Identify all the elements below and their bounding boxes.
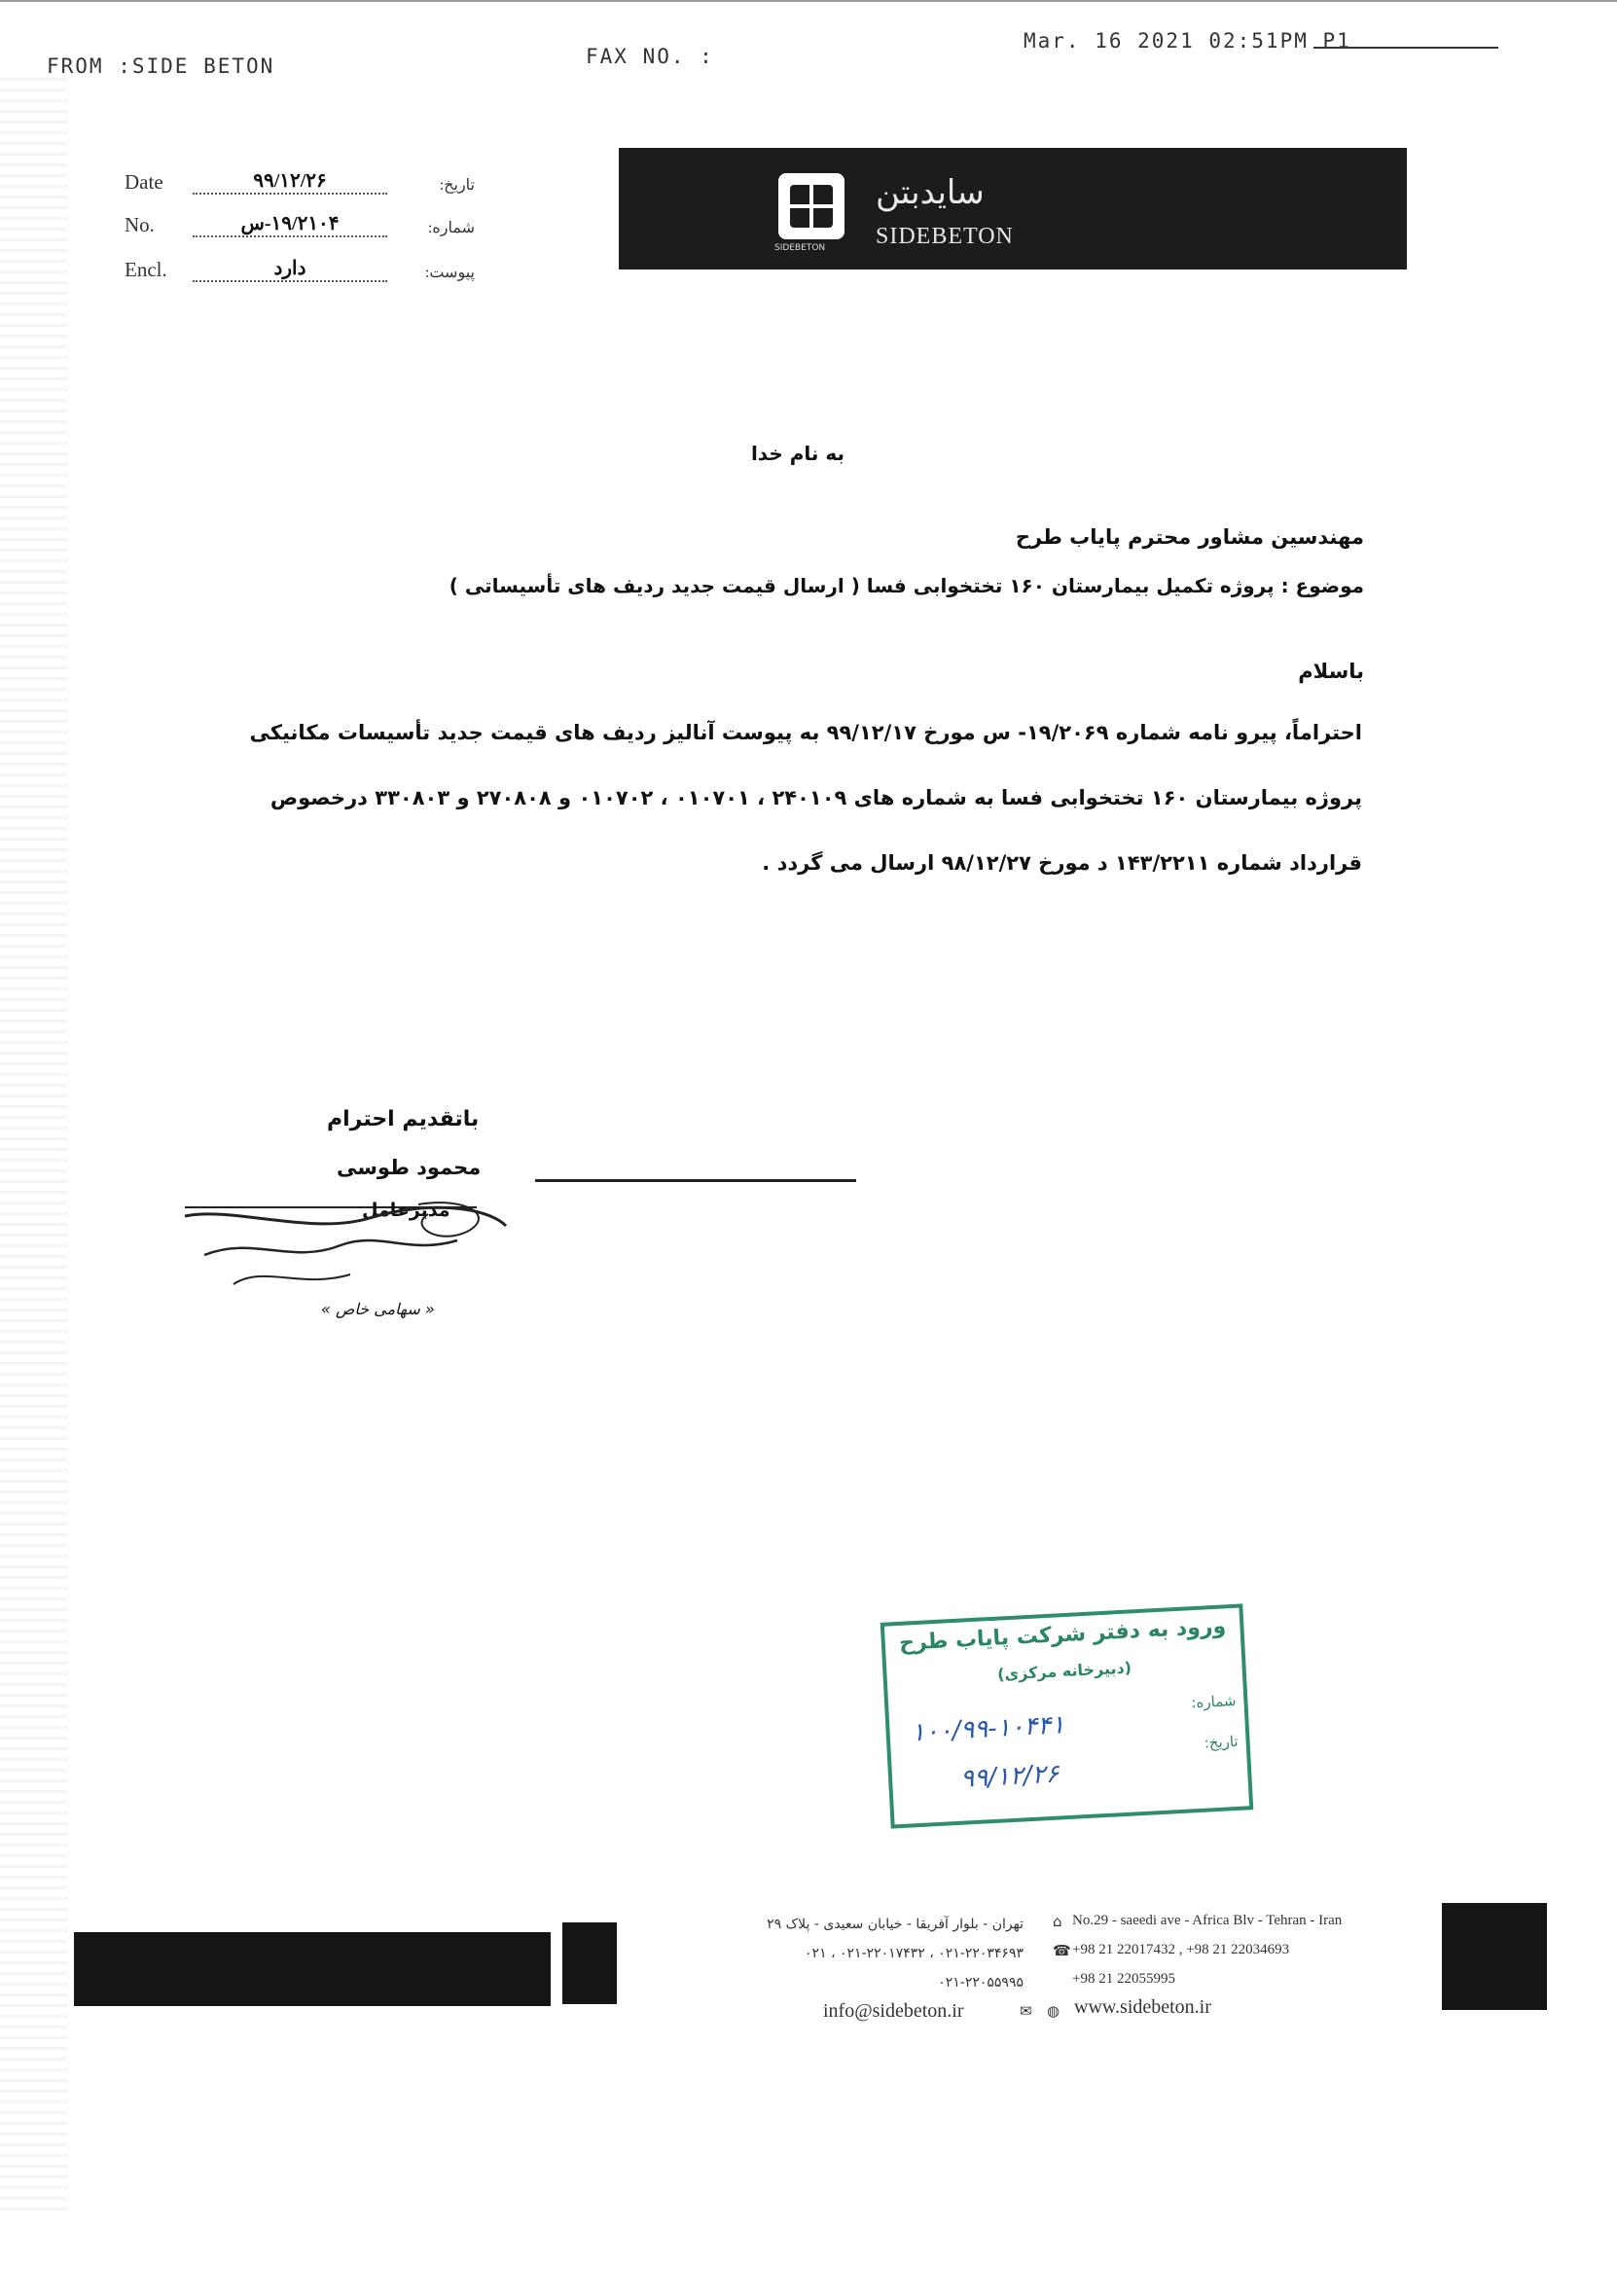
footer-phones-en: +98 21 22017432 , +98 21 22034693: [1072, 1942, 1290, 1957]
meta-date-value: ۹۹/۱۲/۲۶: [193, 168, 387, 195]
received-stamp: [880, 1603, 1254, 1828]
fax-from: FROM :SIDE BETON: [47, 54, 275, 78]
footer-phones-en: +98 21 22055995: [1072, 1971, 1175, 1987]
footer-phones-fa: ۰۲۱-۲۲۰۳۴۶۹۳ ، ۰۲۱-۲۲۰۱۷۴۳۲ ، ۰۲۱: [805, 1946, 1024, 1961]
meta-encl-row: [125, 249, 475, 288]
web-icon: ◍: [1047, 2002, 1060, 2020]
bismillah: به نام خدا: [750, 442, 845, 465]
meta-encl-label-fa: پیوست:: [424, 265, 475, 281]
fax-top-rule: [0, 0, 1617, 2]
signer-title: مدیرعامل: [362, 1200, 450, 1221]
meta-date-label-en: Date: [125, 170, 163, 194]
footer-band: [562, 1922, 617, 2004]
signature-closing: باتقدیم احترام: [327, 1107, 480, 1131]
letterhead-logo-band: [619, 148, 1407, 269]
handwritten-signature: [175, 1197, 525, 1304]
recipient: مهندسین مشاور محترم پایاب طرح: [1015, 525, 1364, 549]
footer-band: [1442, 1903, 1547, 2010]
signature-rule: [535, 1179, 856, 1182]
fax-datetime: Mar. 16 2021 02:51PM P1: [1024, 29, 1351, 53]
logo-name-en: SIDEBETON: [876, 224, 1014, 249]
fax-underline: [1313, 47, 1498, 49]
logo-name-fa: سایدبتن: [876, 173, 985, 212]
logo-mark-bar: [778, 204, 844, 208]
seal-note: « سهامی خاص »: [321, 1300, 435, 1318]
meta-encl-value: دارد: [193, 256, 387, 282]
footer-band: [74, 1932, 551, 2006]
meta-number-label-en: No.: [125, 213, 155, 236]
stamp-number-label: شماره:: [1191, 1691, 1237, 1712]
footer-website: www.sidebeton.ir: [1074, 1996, 1211, 2018]
signer-name: محمود طوسی: [337, 1156, 482, 1179]
stamp-number-value: ۱۰۰/۹۹-۱۰۴۴۱: [910, 1710, 1066, 1748]
email-icon: ✉: [1020, 2002, 1032, 2020]
scan-edge-noise: [0, 78, 68, 2218]
meta-number-value: ۱۹/۲۱۰۴-س: [193, 211, 387, 237]
logo-mark-caption: SIDEBETON: [774, 243, 826, 253]
footer-address-en: No.29 - saeedi ave - Africa Blv - Tehran - Iran: [1072, 1913, 1343, 1928]
meta-date-row: [125, 161, 475, 200]
subject-line: موضوع : پروژه تکمیل بیمارستان ۱۶۰ تختخوابی فسا ( ارسال قیمت جدید ردیف های تأسیساتی ): [449, 574, 1364, 597]
meta-number-label-fa: شماره:: [427, 220, 475, 236]
letter-body: احتراماً، پیرو نامه شماره ۱۹/۲۰۶۹- س مورخ ۹۹/۱۲/۱۷ به پیوست آنالیز ردیف های قیمت جدید تأسیسات مکانیکی پروژه بیمارستان ۱۶۰ تختخوابی فسا به شماره های ۲۴۰۱۰۹ ، ۰۱۰۷۰۱ ، ۰۱۰۷۰۲ و ۲۷۰۸۰۸ و ۳۳۰۸۰۳ درخصوص قرارداد شماره ۱۴۳/۲۲۱۱ د مورخ ۹۸/۱۲/۲۷ ارسال می گردد .: [249, 721, 1362, 875]
fax-number: FAX NO. :: [586, 45, 714, 68]
meta-date-label-fa: تاریخ:: [439, 177, 475, 194]
footer-email: info@sidebeton.ir: [823, 2000, 964, 2022]
footer-address-fa: تهران - بلوار آفریقا - خیابان سعیدی - پلاک ۲۹: [767, 1917, 1024, 1932]
stamp-title: ورود به دفتر شرکت پایاب طرح: [898, 1614, 1227, 1656]
home-icon: ⌂: [1053, 1913, 1062, 1930]
stamp-date-value: ۹۹/۱۲/۲۶: [959, 1759, 1060, 1794]
phone-icon: ☎: [1053, 1942, 1071, 1959]
footer-phones-fa: ۰۲۱-۲۲۰۵۵۹۹۵: [938, 1975, 1024, 1991]
stamp-subtitle: (دبیرخانه مرکزی): [996, 1658, 1132, 1684]
meta-number-row: [125, 204, 475, 243]
greeting: باسلام: [1298, 660, 1364, 683]
meta-encl-label-en: Encl.: [125, 258, 167, 281]
stamp-date-label: تاریخ:: [1204, 1732, 1240, 1752]
